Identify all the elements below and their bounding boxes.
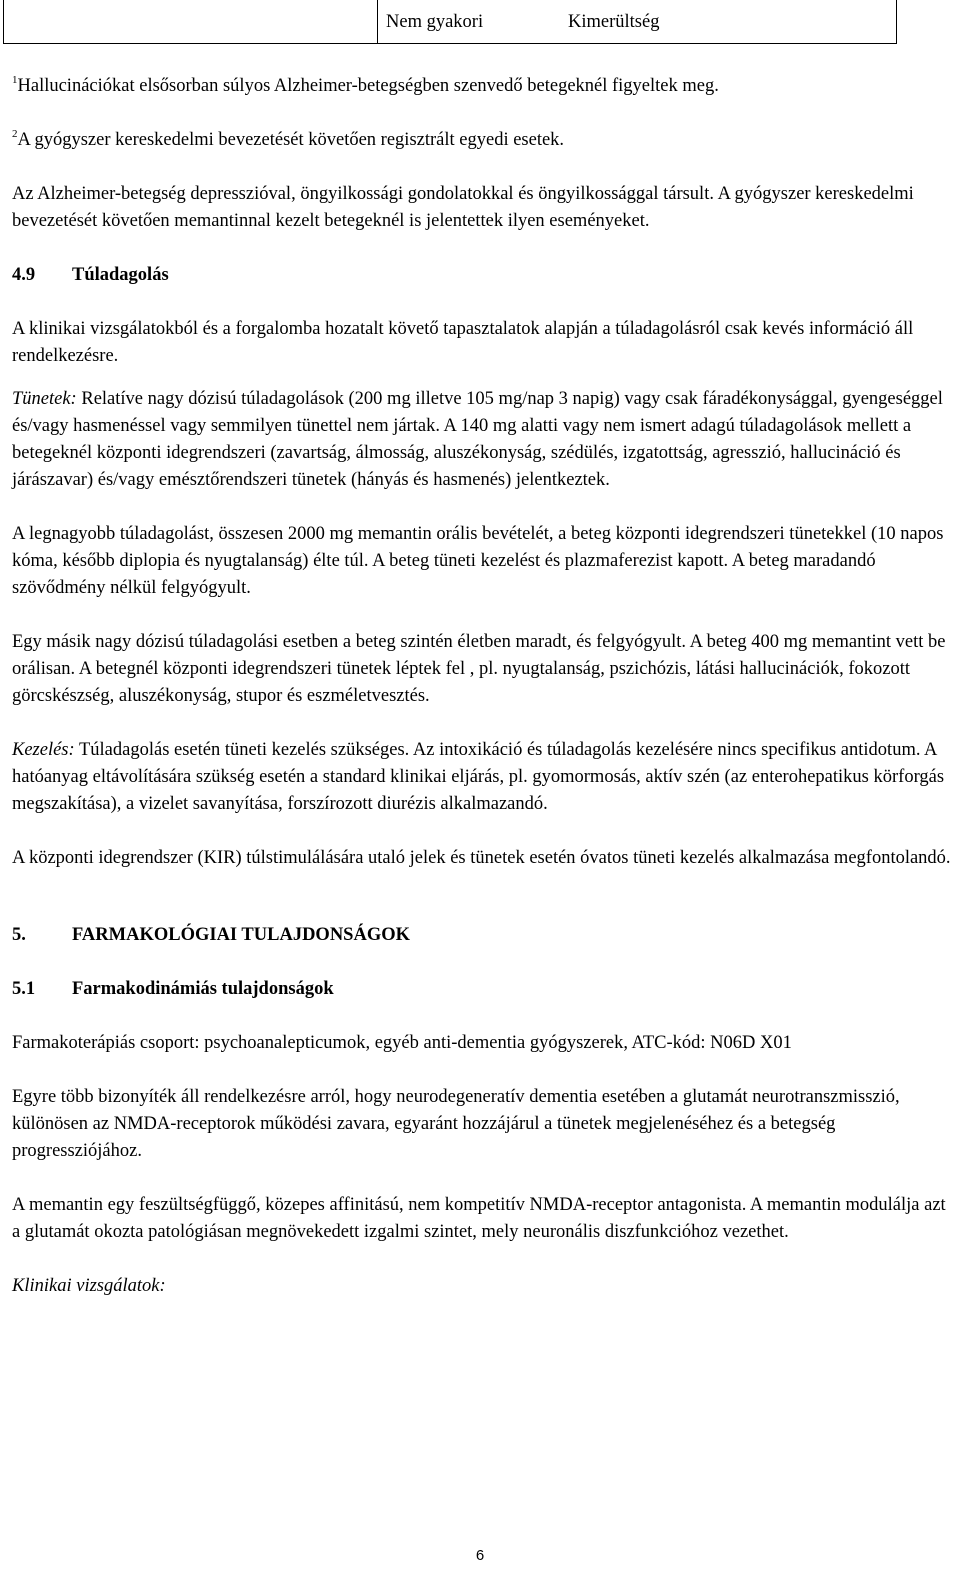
other-overdose-case: Egy másik nagy dózisú túladagolási esetben a beteg szintén életben maradt, és felgyógyult. A beteg 400 mg memantint vett be orálisan. A betegnél központi idegrendszeri tünetek léptek fel , pl. nyugtalanság, pszichózis, látási hallucinációk, fokozott görcskészség, aluszékonyság, stupor és eszméletvesztés. [12,632,946,706]
treatment-label: Kezelés: [12,740,75,760]
therapeutic-group: Farmakoterápiás csoport: psychoanalepticumok, egyéb anti-dementia gyógyszerek, ATC-kód: N06D X01 [12,1033,792,1053]
footnote-mark: 1 [12,74,18,86]
page-number: 6 [475,1547,485,1564]
footnote-text: Hallucinációkat elsősorban súlyos Alzheimer-betegségben szenvedő betegeknél figyeltek meg. [17,76,719,96]
reaction-term-cell: Kimerültség [568,12,660,32]
mechanism-of-action: A memantin egy feszültségfüggő, közepes affinitású, nem kompetitív NMDA-receptor antagonista. A memantin modulálja azt a glutamát okozta patológiásan megnövekedett izgalmi szintet, mely neuronális diszfunkcióhoz vezethet. [12,1195,946,1242]
largest-overdose-case: A legnagyobb túladagolást, összesen 2000 mg memantin orális bevételét, a beteg központi idegrendszeri tünetekkel (10 napos kóma, később diplopia és nyugtalanság) élte túl. A beteg tüneti kezelést és plazmaferezist kapott. A beteg maradandó szövődmény nélkül felgyógyult. [12,524,944,598]
frequency-cell: Nem gyakori [386,12,484,32]
symptoms-text: Relatíve nagy dózisú túladagolások (200 mg illetve 105 mg/nap 3 napig) vagy csak fáradékonysággal, gyengeséggel és/vagy hasmenéssel vagy semmilyen tünettel nem jártak. A 140 mg alatti vagy nem ismert adagú túladagolások mellett a betegeknél központi idegrendszeri (zavartság, álmosság, aluszékonyság, szédülés, izgatottság, agresszió, hallucináció és járászavar) és/vagy emésztőrendszeri tünetek (hányás és hasmenés) jelentkeztek. [12,389,943,490]
symptoms-label: Tünetek: [12,389,77,409]
overdose-intro: A klinikai vizsgálatokból és a forgalomba hozatalt követő tapasztalatok alapján a túladagolásról csak kevés információ áll rendelkezésre. [12,319,914,366]
cns-overstimulation-note: A központi idegrendszer (KIR) túlstimulálására utaló jelek és tünetek esetén óvatos tüneti kezelés alkalmazása megfontolandó. [12,848,951,868]
table-cell-divider [377,0,378,43]
symptoms-paragraph [12,386,952,494]
footnote-2 [12,127,952,154]
section-title: Farmakodinámiás tulajdonságok [72,979,334,999]
section-title: FARMAKOLÓGIAI TULAJDONSÁGOK [72,925,410,945]
treatment-paragraph [12,737,952,818]
footnote-text: A gyógyszer kereskedelmi bevezetését követően regisztrált egyedi esetek. [17,130,565,150]
section-title: Túladagolás [72,265,169,285]
footnote-1 [12,73,952,100]
section-number: 5. [12,925,26,945]
footnote-mark: 2 [12,128,18,140]
section-5-heading [12,922,952,949]
glutamate-evidence: Egyre több bizonyíték áll rendelkezésre arról, hogy neurodegeneratív dementia esetében a glutamát neurotranszmisszió, különösen az NMDA-receptorok működési zavara, egyaránt hozzájárul a tünetek megjelenéséhez és a betegség progressziójához. [12,1087,900,1161]
document-body [12,73,952,1300]
clinical-studies-label: Klinikai vizsgálatok: [12,1276,166,1296]
section-number: 5.1 [12,979,36,999]
adverse-reactions-table-row [3,0,897,44]
section-number: 4.9 [12,265,36,285]
depression-note: Az Alzheimer-betegség depresszióval, öngyilkossági gondolatokkal és öngyilkossággal társult. A gyógyszer kereskedelmi bevezetését követően memantinnal kezelt betegeknél is jelentettek ilyen eseményeket. [12,184,914,231]
section-5-1-heading [12,976,952,1003]
section-4-9-heading [12,262,952,289]
treatment-text: Túladagolás esetén tüneti kezelés szükséges. Az intoxikáció és túladagolás kezelésére nincs specifikus antidotum. A hatóanyag eltávolítására szükség esetén a standard klinikai eljárás, pl. gyomormosás, aktív szén (az enterohepatikus körforgás megszakítása), a vizelet savanyítása, forszírozott diurézis alkalmazandó. [12,740,945,814]
